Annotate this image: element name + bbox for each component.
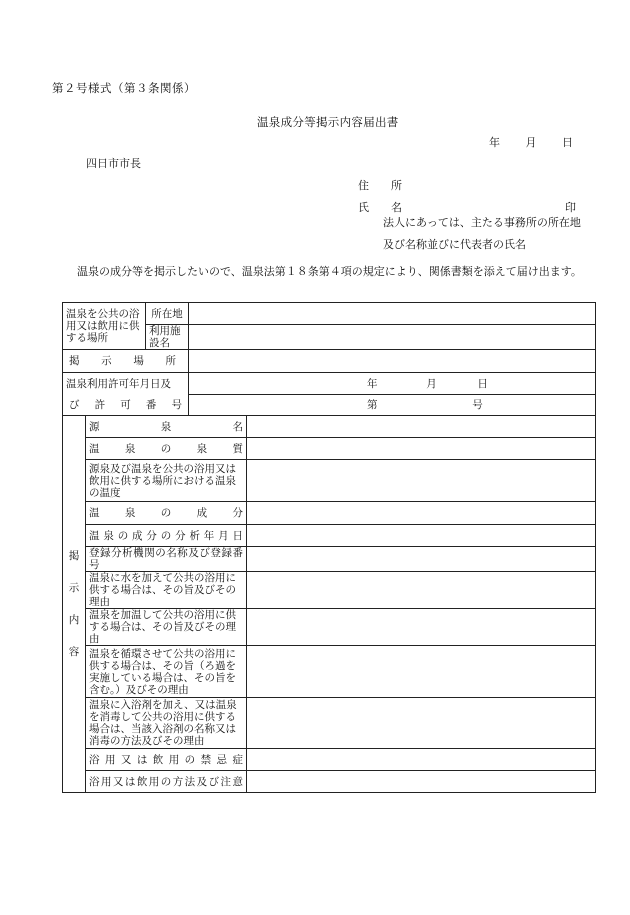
row-water-added-field[interactable]	[247, 572, 596, 609]
applicant-name-label: 氏 名	[358, 201, 402, 214]
row-heating-field[interactable]	[247, 609, 596, 646]
row-circulation-field[interactable]	[247, 646, 596, 698]
permit-label-line-2: び許可番号	[63, 395, 189, 416]
form-number-label: 第２号様式（第３条関係）	[52, 81, 196, 95]
location-label: 所在地	[146, 303, 189, 325]
facility-name-field[interactable]	[189, 325, 596, 350]
row-spring-quality-label: 温泉の泉質	[86, 438, 247, 460]
row-water-added-label: 温泉に水を加えて公共の浴用に供する場合は、その旨及びその理由	[86, 572, 247, 609]
seal-mark: 印	[565, 201, 576, 214]
row-heating-label: 温泉を加温して公共の浴用に供する場合は、その旨及びその理由	[86, 609, 247, 646]
corporate-note-line-2: 及び名称並びに代表者の氏名	[383, 238, 526, 251]
row-contraindications-label: 浴用又は飲用の禁忌症	[86, 749, 247, 771]
permit-number-field[interactable]	[189, 395, 596, 416]
permit-date-field[interactable]	[189, 373, 596, 395]
facility-group-label: 温泉を公共の浴用又は飲用に供する場所	[63, 303, 146, 350]
date-month-label: 月	[525, 136, 537, 149]
row-contraindications-field[interactable]	[247, 749, 596, 771]
row-lab-registration-label: 登録分析機関の名称及び登録番号	[86, 547, 247, 572]
row-components-label: 温泉の成分	[86, 502, 247, 525]
location-field[interactable]	[189, 303, 596, 325]
notification-form-table	[62, 302, 596, 793]
facility-name-label: 利用施設名	[146, 325, 189, 350]
permit-label-line-1: 温泉利用許可年月日及	[63, 373, 189, 395]
date-year-label: 年	[489, 136, 500, 149]
corporate-note-line-1: 法人にあっては、主たる事務所の所在地	[383, 216, 581, 229]
row-components-field[interactable]	[247, 502, 596, 525]
submission-date[interactable]	[489, 134, 595, 150]
declaration-text: 温泉の成分等を掲示したいので、温泉法第１８条第４項の規定により、関係書類を添えて届け出ます。	[77, 265, 582, 278]
date-day-label: 日	[562, 136, 573, 149]
row-circulation-label: 温泉を循環させて公共の浴用に供する場合は、その旨（ろ過を実施している場合は、その旨を含む。）及びその理由	[86, 646, 247, 698]
applicant-address-label: 住 所	[358, 179, 402, 192]
row-spring-quality-field[interactable]	[247, 438, 596, 460]
document-title: 温泉成分等掲示内容届出書	[257, 115, 399, 129]
permit-day-label: 日	[477, 377, 488, 390]
row-usage-notes-label: 浴用又は飲用の方法及び注意	[86, 771, 247, 793]
permit-number-suffix: 号	[472, 399, 483, 411]
row-usage-notes-field[interactable]	[247, 771, 596, 793]
row-analysis-date-label: 温泉の成分の分析年月日	[86, 525, 247, 547]
row-source-name-field[interactable]	[247, 416, 596, 438]
row-additive-disinfection-label: 温泉に入浴剤を加え、又は温泉を消毒して公共の浴用に供する場合は、当該入浴剤の名称又は消毒の方法及びその理由	[86, 698, 247, 749]
row-source-name-label: 源泉名	[86, 416, 247, 438]
permit-number-prefix: 第	[367, 399, 378, 411]
display-content-group-label: 掲 示 内 容	[63, 416, 86, 793]
row-additive-disinfection-field[interactable]	[247, 698, 596, 749]
permit-month-label: 月	[426, 377, 437, 390]
permit-year-label: 年	[367, 377, 378, 390]
row-lab-registration-field[interactable]	[247, 547, 596, 572]
display-place-label: 掲示場所	[63, 350, 189, 373]
row-temperature-field[interactable]	[247, 460, 596, 502]
row-temperature-label: 源泉及び温泉を公共の浴用又は飲用に供する場所における温泉の温度	[86, 460, 247, 502]
display-place-field[interactable]	[189, 350, 596, 373]
row-analysis-date-field[interactable]	[247, 525, 596, 547]
addressee: 四日市市長	[86, 157, 141, 170]
